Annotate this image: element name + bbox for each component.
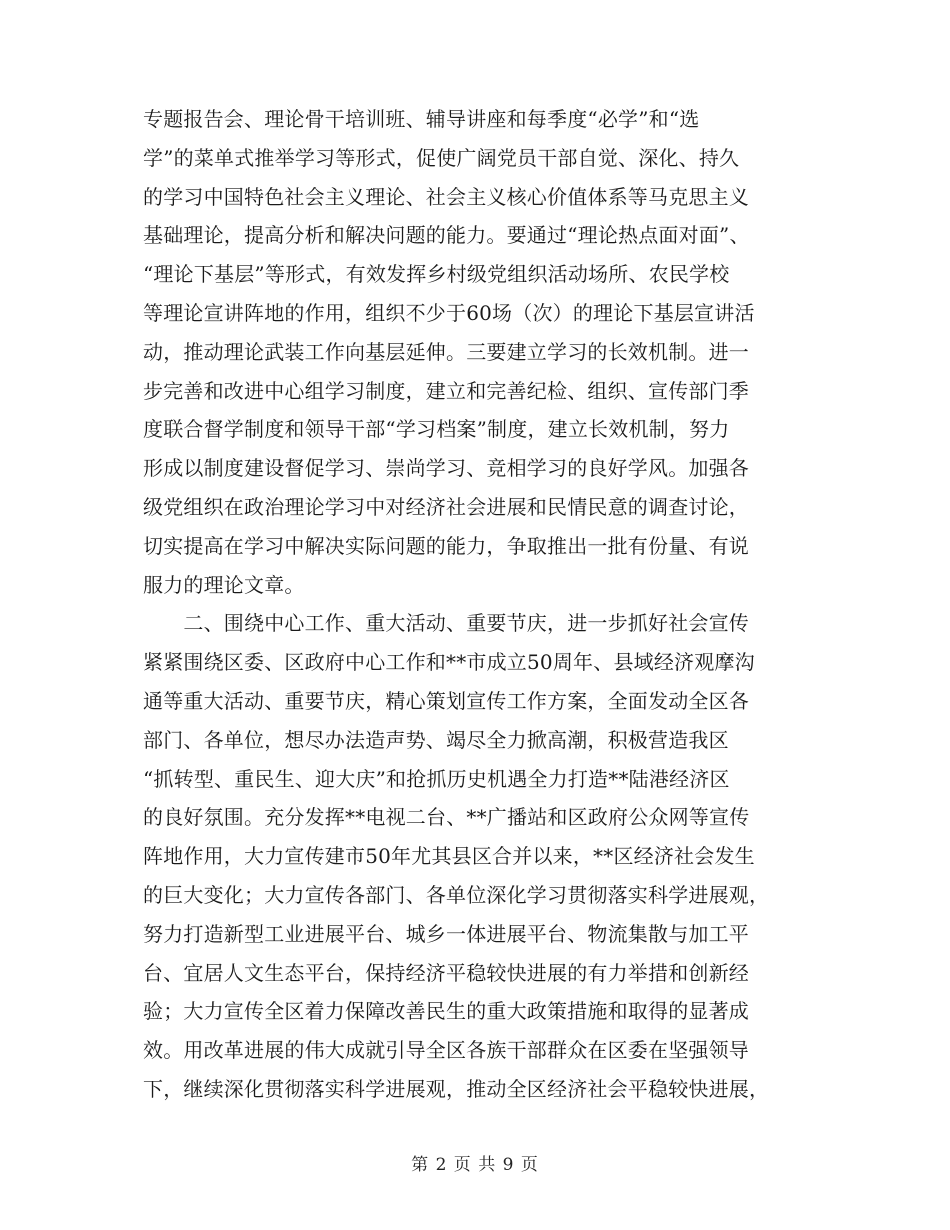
text-line: 阵地作用，大力宣传建市50年尤其县区合并以来，**区经济社会发生 [143,844,755,869]
text-line: 动，推动理论武装工作向基层延伸。三要建立学习的长效机制。进一 [143,339,749,364]
section-heading-line: 二、围绕中心工作、重大活动、重要节庆，进一步抓好社会宣传 [143,611,749,636]
text-line: 的巨大变化；大力宣传各部门、各单位深化学习贯彻落实科学进展观， [143,882,770,907]
page-number-footer: 第 2 页 共 9 页 [411,1155,539,1175]
text-line: 的学习中国特色社会主义理论、社会主义核心价值体系等马克思主义 [143,184,749,209]
text-line: 级党组织在政治理论学习中对经济社会进展和民情民意的调查讨论， [143,494,749,519]
text-line: 专题报告会、理论骨干培训班、辅导讲座和每季度“必学”和“选 [143,107,700,131]
text-line: “抓转型、重民生、迎大庆”和抢抓历史机遇全力打造**陆港经济区 [143,766,730,791]
text-line: 学”的菜单式推举学习等形式，促使广阔党员干部自觉、深化、持久 [143,145,740,170]
text-line: 台、宜居人文生态平台，保持经济平稳较快进展的有力举措和创新经 [143,960,749,985]
text-line: 的良好氛围。充分发挥**电视二台、**广播站和区政府公众网等宣传 [143,805,750,830]
text-line: 效。用改革进展的伟大成就引导全区各族干部群众在区委在坚强领导 [143,1038,749,1063]
text-line: 努力打造新型工业进展平台、城乡一体进展平台、物流集散与加工平 [143,921,749,946]
text-line: 步完善和改进中心组学习制度，建立和完善纪检、组织、宣传部门季 [143,378,749,403]
text-line: 度联合督学制度和领导干部“学习档案”制度，建立长效机制，努力 [143,417,730,442]
text-line: 验；大力宣传全区着力保障改善民生的重大政策措施和取得的显著成 [143,999,749,1024]
text-line: 切实提高在学习中解决实际问题的能力，争取推出一批有份量、有说 [143,533,749,558]
text-line: 服力的理论文章。 [143,572,305,597]
text-line: 等理论宣讲阵地的作用，组织不少于60场（次）的理论下基层宣讲活 [143,300,755,325]
document-body [143,100,808,1109]
text-line: 下，继续深化贯彻落实科学进展观，推动全区经济社会平稳较快进展， [143,1076,770,1101]
text-line: 基础理论，提高分析和解决问题的能力。要通过“理论热点面对面”、 [143,223,750,248]
text-line: 形成以制度建设督促学习、崇尚学习、竞相学习的良好学风。加强各 [143,456,749,481]
text-line: “理论下基层”等形式，有效发挥乡村级党组织活动场所、农民学校 [143,262,730,287]
text-line: 紧紧围绕区委、区政府中心工作和**市成立50周年、县域经济观摩沟 [143,650,755,675]
text-line: 部门、各单位，想尽办法造声势、竭尽全力掀高潮，积极营造我区 [143,727,729,752]
text-line: 通等重大活动、重要节庆，精心策划宣传工作方案，全面发动全区各 [143,688,749,713]
